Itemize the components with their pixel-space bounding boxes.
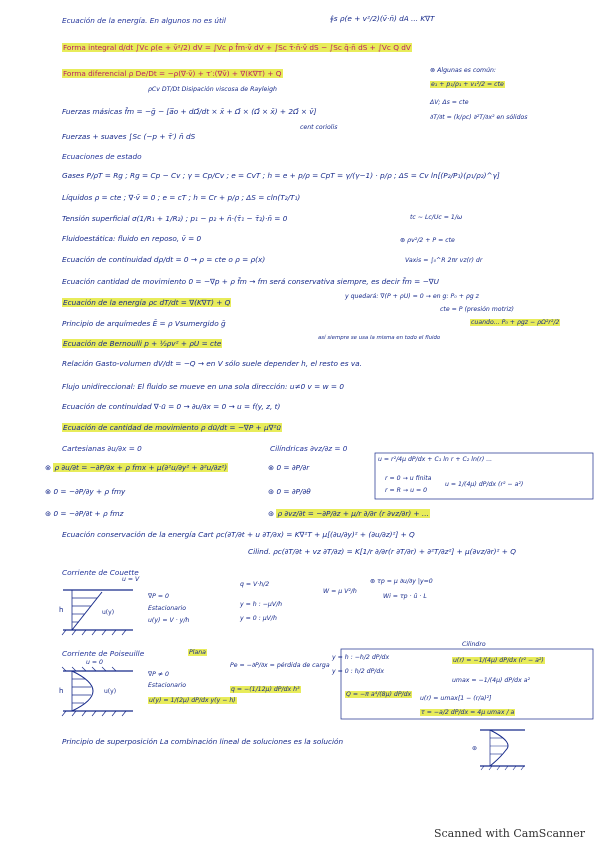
gases-eq: Gases P/ρT = Rg ; Rg = Cp − Cv ; γ = Cp/Cv ; e = CvT ; h = e + p/ρ = CpT = γ/(γ−1) · p/ρ ; ΔS = Cv ln[(P₂/P₁)(ρ₁/ρ₂)^γ] (62, 171, 500, 180)
side-note-a: ⊗ Algunas es común: (430, 67, 497, 74)
pois-hatch (62, 667, 126, 716)
superposition: Principio de superposición La combinación lineal de soluciones es la solución (62, 737, 344, 746)
energy-left-rhs: ∮s ρ(e + v²/2)(v̄·n̄) dA ... K∇T (330, 14, 435, 23)
poiseuille-tag: Plana (189, 649, 206, 656)
archimedes-side: cuando... P₀ + ρgz − ρΩ²r²/2 (471, 319, 560, 326)
couette-h-label: h (59, 606, 64, 614)
pois-q: q = −(1/12μ) dP/dx h³ (231, 686, 300, 693)
circled-2-icon: ⊗ (45, 487, 54, 496)
box-top-eq: u = r²/4μ dP/dx + C₁ ln r + C₂ ln(r) ... (378, 456, 493, 463)
differential-form: Forma diferencial ρ De/Dt = −ρ(∇·v̄) + τ′:(∇v̄) + ∇(K∇T) + Q (63, 69, 282, 78)
cylinder-u2: u(r) = umax[1 − (r/a)²] (420, 695, 492, 702)
box-result: u = 1/(4μ) dP/dx (r² − a²) (445, 481, 524, 488)
mass-forces: Fuerzas másicas f̄m = −ḡ − [a̅o + dΩ̄/dt × x̄ + Ω̄ × (Ω̄ × x̄) + 2Ω̄ × v̄] (62, 107, 317, 116)
mass-forces-sub: cent coriolis (300, 124, 338, 131)
vaxis-eq: Vaxis = ∫₀^R 2πr vz(r) dr (405, 257, 483, 264)
cylinder-u: u(r) = −1/(4μ) dP/dx (r² − a²) (453, 657, 544, 664)
liquids-eq: Líquidos ρ = cte ; ∇·v̄ = 0 ; e = cT ; h = Cr + p/ρ ; ΔS = cln(T₂/T₁) (62, 193, 301, 202)
poiseuille-title: Corriente de Poiseuille (62, 649, 145, 658)
circled-2-icon: ⊛ (400, 237, 408, 244)
cart-z-eq: ⊛ 0 = −∂P/∂t + ρ fmz (45, 509, 124, 518)
cyl-z-eq: ⊛ ρ ∂vz/∂t = −∂P/∂z + μ/r ∂/∂r (r ∂vz/∂r) + ... (268, 509, 429, 518)
pois-u: u(y) = 1/(2μ) dP/dx y(y − h) (149, 697, 236, 704)
pois-h-label: h (59, 687, 64, 695)
energy-eq-side: cte = P (presión motriz) (440, 306, 514, 313)
archimedes: Principio de arquímedes Ē = ρ Vsumergido ḡ (62, 319, 226, 328)
energy-left-title: Ecuación de la energía. En algunos no es útil (62, 16, 226, 25)
pois-uy-label: u(y) (104, 688, 117, 695)
pois-loss: Pe = −∂P/∂x = pérdida de carga (230, 662, 330, 669)
pois-profile (72, 671, 93, 711)
circled-rb-icon: ⊛ (268, 487, 277, 496)
surface-forces: Fuerzas + suaves ∫Sc (−p + τ̄′) n̄ dS (62, 132, 196, 141)
couette-tau-b: y = 0 : μV/h (240, 615, 277, 622)
differential-form-sub: ρCv DT/Dt Disipación viscosa de Rayleigh (148, 86, 277, 93)
fluidostatics-side: ⊛ ρv²/2 + P = cte (400, 237, 455, 244)
cylindrical-title: Cilíndricas ∂vz/∂z = 0 (270, 444, 348, 453)
couette-uy-label: u(y) (102, 609, 115, 616)
continuity-eq: Ecuación de continuidad dρ/dt = 0 → ρ = cte o ρ = ρ(x) (62, 255, 266, 264)
surface-tension-side: tc ∼ Lc/Uc = 1/ω (410, 214, 463, 221)
pois-tau-b: y = 0 : h/2 dP/dx (332, 668, 384, 675)
sup-profile (490, 730, 508, 766)
integral-form: Forma integral d/dt ∫Vc ρ(e + v̄²/2) dV = ∫Vc ρ f̄m·v̄ dV + ∫Sc τ̄·n̄·v̄ dS − ∫Sc q̄·n̄ dS + ∫Vc Q dV (63, 43, 411, 52)
unidirectional-flow: Flujo unidireccional: El fluido se mueve en una sola dirección: u≠0 v = w = 0 (62, 382, 344, 391)
circled-rc-icon: ⊛ (268, 509, 277, 518)
cylinder-umax: umax = −1/(4μ) dP/dx a² (452, 677, 530, 684)
couette-title: Corriente de Couette (62, 568, 139, 577)
side-note-b: e₁ + p₁/ρ₁ + v₁²/2 = cte (431, 81, 504, 88)
couette-tau-p: ⊛ τp = μ ∂u/∂y |y=0 (370, 578, 433, 585)
pois-cond-a: ∇P ≠ 0 (148, 671, 169, 678)
cartesian-title: Cartesianas ∂u/∂x = 0 (62, 444, 142, 453)
circled-x-icon: ⊗ (45, 463, 54, 472)
unid-continuity: Ecuación de continuidad ∇·ū = 0 → ∂u/∂x = 0 → u = f(y, z, t) (62, 402, 281, 411)
cylinder-q: Q = −π a⁴/(8μ) dP/dx (346, 691, 412, 698)
cyl-th-eq: ⊛ 0 = ∂P/∂θ (268, 487, 311, 496)
couette-q: q = V·h/2 (240, 581, 270, 588)
sup-circled-icon: ⊛ (472, 745, 478, 752)
cart-x-eq: ⊗ ρ ∂u/∂t = −∂P/∂x + ρ fmx + μ(∂²u/∂y² + ∂²u/∂z²) (45, 463, 228, 472)
pois-velocity-arrows (72, 679, 91, 703)
cylinder-title: Cilindro (462, 641, 486, 648)
superposition-diagram (470, 726, 530, 772)
couette-hatch (62, 630, 126, 635)
cylindrical-result-box (374, 452, 596, 502)
couette-u: u = V (122, 576, 140, 583)
surface-tension: Tensión superficial σ(1/R₁ + 1/R₂) ; p₁ − p₂ + n̄·(τ̄₁ − τ̄₂)·n̄ = 0 (62, 214, 288, 223)
couette-cond-c: u(y) = V · y/h (148, 617, 190, 624)
couette-tau-a: y = h : −μV/h (240, 601, 283, 608)
poiseuille-u0: u = 0 (86, 659, 103, 666)
energy-conservation: Ecuación conservación de la energía Cart ρc(∂T/∂t + u ∂T/∂x) = K∇²T + μ[(∂u/∂y)² + (∂u/∂z)²] + Q (62, 530, 415, 539)
bernoulli: Ecuación de Bernoulli p + ½ρv² + ρU = cte (63, 339, 222, 348)
bernoulli-note: así siempre se usa la misma en todo el fluido (318, 335, 441, 341)
scanner-watermark: Scanned with CamScanner (433, 827, 585, 840)
cyl-r-eq: ⊗ 0 = ∂P/∂r (268, 463, 310, 472)
couette-velocity-arrows (72, 598, 97, 622)
poiseuille-diagram (58, 667, 138, 719)
cart-y-eq: ⊗ 0 = −∂P/∂y + ρ fmy (45, 487, 126, 496)
pois-tau-a: y = h : −h/2 dP/dx (332, 654, 390, 661)
circled-d-icon: ⊛ (370, 578, 378, 585)
momentum-eq: Ecuación cantidad de movimiento 0 = −∇p + ρ f̄m → fm será conservativa siempre, es decir f̄m = −∇U (62, 277, 439, 286)
cylinder-tau: τ = −a/2 dP/dx = 4μ umax / a (421, 709, 515, 716)
pois-cond-b: Estacionario (148, 682, 187, 689)
energy-conservation-cyl: Cilind. ρc(∂T/∂t + vz ∂T/∂z) = K[1/r ∂/∂r(r ∂T/∂r) + ∂²T/∂z²] + μ(∂vz/∂r)² + Q (248, 547, 516, 556)
state-equations-title: Ecuaciones de estado (62, 152, 142, 161)
momentum-eq-b: y quedará: ∇(P + ρU) = 0 → en g: P₀ + ρg z (345, 293, 479, 300)
side-note-c: ΔV; Δs = cte (430, 99, 469, 106)
circled-ra-icon: ⊗ (268, 463, 277, 472)
circled-1-icon: ⊗ (430, 67, 438, 74)
poiseuille-results-box (340, 648, 596, 722)
couette-cond-b: Estacionario (148, 605, 187, 612)
unid-momentum: Ecuación de cantidad de movimiento ρ dū/dt = −∇P + μ∇²ū (63, 423, 282, 432)
circled-3-icon: ⊛ (45, 509, 54, 518)
couette-w2: Wi = τp · ū · L (383, 593, 427, 600)
box-cond-b: r = R → u = 0 (385, 487, 428, 494)
fluidostatics: Fluidoestática: fluido en reposo, v̄ = 0 (62, 234, 202, 243)
energy-eq: Ecuación de la energía ρc dT/dt = ∇(K∇T) + Q (63, 298, 231, 307)
box-cond-a: r = 0 → u finita (385, 475, 432, 482)
side-note-d: ∂T/∂t = (k/ρc) ∂²T/∂x² en sólidos (430, 114, 528, 121)
couette-cond-a: ∇P = 0 (148, 593, 169, 600)
couette-w: W = μ V²/h (323, 588, 357, 595)
flow-volume-relation: Relación Gasto-volumen dV/dt = −Q → en V sólo suele depender h, el resto es va. (62, 359, 362, 368)
couette-diagram (58, 586, 138, 640)
